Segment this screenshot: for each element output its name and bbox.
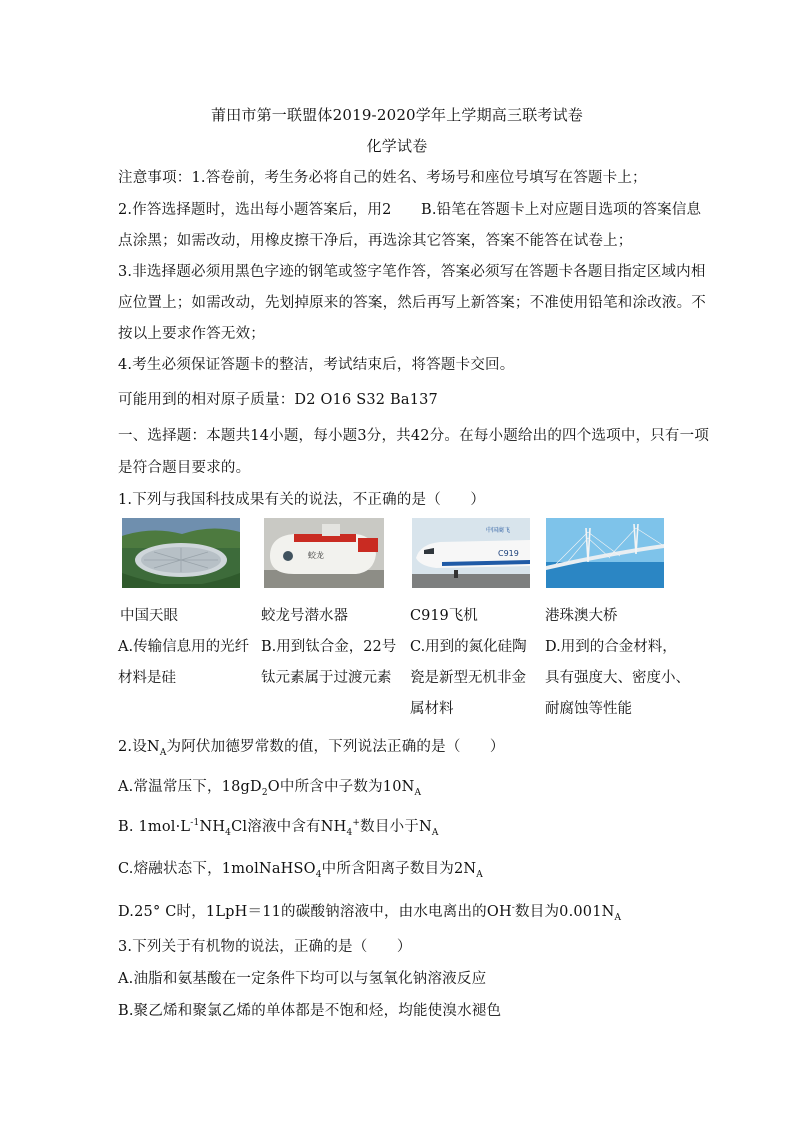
q1-caption-b: 蛟龙号潜水器	[261, 608, 348, 624]
atomic-masses: 可能用到的相对原子质量：D2 O16 S32 Ba137	[118, 392, 438, 408]
section-heading-line-2: 是符合题目要求的。	[118, 460, 251, 476]
hongkong-zhuhai-macau-bridge-image	[546, 518, 664, 588]
note-line-5: 应位置上；如需改动，先划掉原来的答案，然后再写上新答案；不准使用铅笔和涂改液。不	[118, 295, 706, 311]
q2-option-a: A.常温常压下，$18gD_2O$中所含中子数为$10N_A$	[118, 779, 422, 798]
q1-option-b-line-2: 钛元素属于过渡元素	[261, 670, 392, 686]
section-heading-line-1: 一、选择题：本题共14小题，每小题3分，共42分。在每小题给出的四个选项中，只有一项	[118, 428, 710, 444]
q1-option-c-line-1: C.用到的氮化硅陶	[410, 639, 527, 655]
note-line-7: 4.考生必须保证答题卡的整洁，考试结束后，将答题卡交回。	[118, 357, 515, 373]
q3-option-b: B.聚乙烯和聚氯乙烯的单体都是不饱和烃，均能使溴水褪色	[118, 1003, 502, 1019]
q1-option-d-line-1: D.用到的合金材料，	[545, 639, 677, 655]
q1-option-c-line-3: 属材料	[410, 701, 454, 717]
q1-stem: 1.下列与我国科技成果有关的说法，不正确的是（ ）	[118, 492, 486, 508]
jiaolong-submersible-image	[264, 518, 384, 588]
q2-stem: 2.设$N_A$为阿伏加德罗常数的值，下列说法正确的是（ ）	[118, 739, 505, 758]
c919-airplane-image	[412, 518, 530, 588]
q2-option-d: D.25° C时，1LpH＝11的碳酸钠溶液中，由水电离出的OH-数目为$0.001N_A$	[118, 903, 622, 923]
q1-option-c-line-2: 瓷是新型无机非金	[410, 670, 526, 686]
note-line-6: 按以上要求作答无效；	[118, 326, 265, 342]
q1-caption-c: C919飞机	[410, 608, 478, 624]
q2-option-c: C.熔融状态下，1molNaHSO$_4$中所含阳离子数目为$2N_A$	[118, 861, 483, 880]
note-line-3: 点涂黑；如需改动，用橡皮擦干净后，再选涂其它答案，答案不能答在试卷上；	[118, 233, 633, 249]
plane-brand-label: 中国商飞	[486, 527, 511, 534]
note-line-1: 注意事项：1.答卷前，考生务必将自己的姓名、考场号和座位号填写在答题卡上；	[118, 170, 647, 186]
note-line-2: 2.作答选择题时，选出每小题答案后，用2 B.铅笔在答题卡上对应题目选项的答案信息	[118, 202, 702, 218]
q2-option-b: B. $1mol\cdot L^{-1}NH_4Cl$溶液中含有$NH_4^+$数目小于$N_A$	[118, 818, 439, 838]
q1-option-b-line-1: B.用到钛合金，22号	[261, 639, 397, 655]
q1-caption-a: 中国天眼	[120, 608, 178, 624]
q1-option-a-line-1: A.传输信息用的光纤	[118, 639, 250, 655]
q1-option-a-line-2: 材料是硅	[118, 670, 176, 686]
q1-caption-d: 港珠澳大桥	[545, 608, 618, 624]
exam-title: 莆田市第一联盟体2019-2020学年上学期高三联考试卷	[210, 106, 584, 124]
q1-option-d-line-2: 具有强度大、密度小、	[545, 670, 690, 686]
plane-model-label: C919	[498, 549, 519, 558]
q3-stem: 3.下列关于有机物的说法，正确的是（ ）	[118, 939, 412, 955]
fast-telescope-image	[122, 518, 240, 588]
submersible-label: 蛟龙	[308, 551, 324, 560]
q1-option-d-line-3: 耐腐蚀等性能	[545, 701, 632, 717]
q3-option-a: A.油脂和氨基酸在一定条件下均可以与氢氧化钠溶液反应	[118, 971, 487, 987]
note-line-4: 3.非选择题必须用黑色字迹的钢笔或签字笔作答，答案必须写在答题卡各题目指定区域内相	[118, 264, 706, 280]
exam-subtitle: 化学试卷	[366, 137, 428, 155]
